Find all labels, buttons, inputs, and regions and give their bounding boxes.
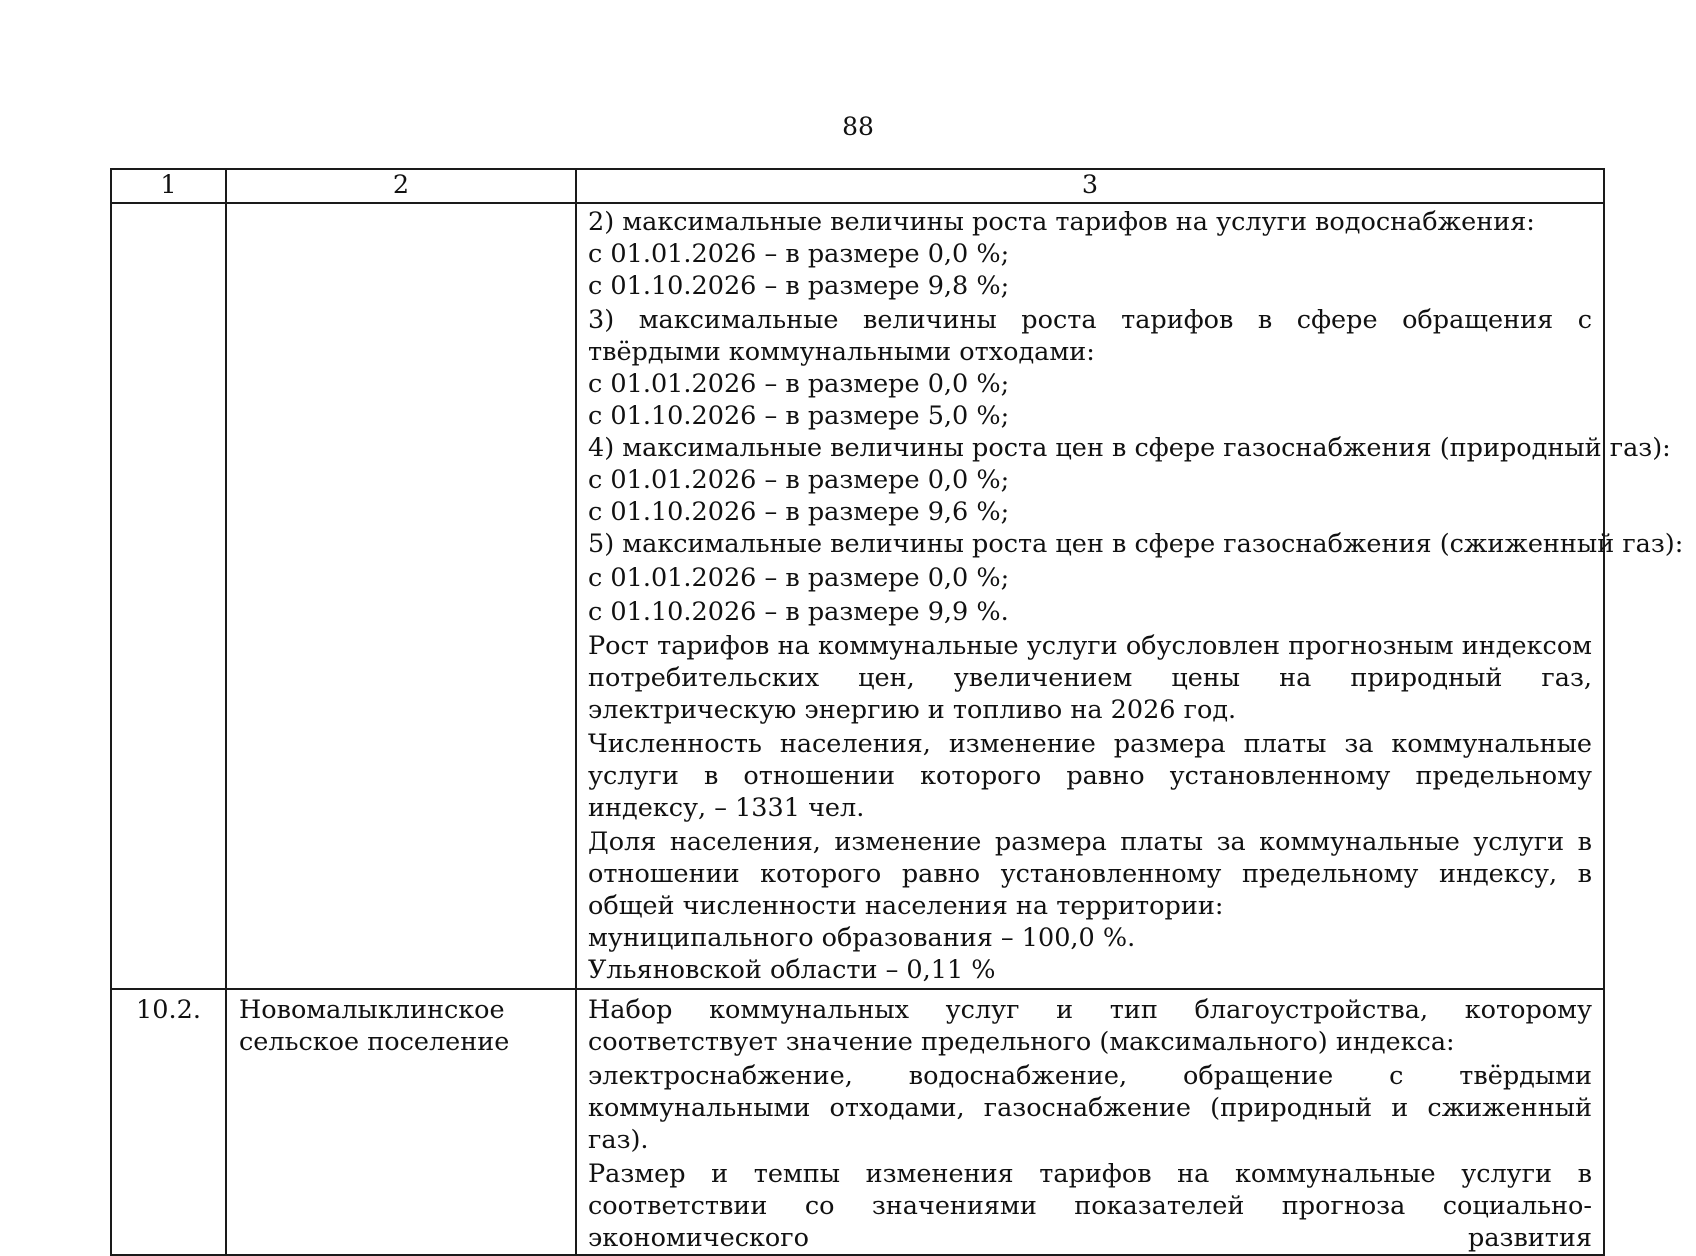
population-paragraph: Численность населения, изменение размера платы за коммунальные услуги в отношении которого равно установленному предельному индексу, – 1331 чел.: [588, 729, 1592, 823]
row-name-cell: [226, 203, 576, 989]
waste-heading: 3) максимальные величины роста тарифов в сфере обращения с твёрдыми коммунальными отходами:: [588, 305, 1592, 367]
services-set-paragraph: Набор коммунальных услуг и тип благоустройства, которому соответствует значение предельного (максимального) индекса:: [588, 995, 1592, 1057]
gas-natural-heading: 4) максимальные величины роста цен в сфере газоснабжения (природный газ):: [588, 433, 1671, 463]
share-region: Ульяновской области – 0,11 %: [588, 955, 996, 985]
water-oct: с 01.10.2026 – в размере 9,8 %;: [588, 271, 1010, 301]
header-col-2: 2: [226, 169, 576, 203]
header-col-1: 1: [111, 169, 226, 203]
table-header-row: [111, 169, 1604, 203]
row-number-cell: [111, 203, 226, 989]
water-jan: с 01.01.2026 – в размере 0,0 %;: [588, 239, 1010, 269]
gas-liquid-oct: с 01.10.2026 – в размере 9,9 %.: [588, 597, 1009, 627]
gas-liquid-heading: 5) максимальные величины роста цен в сфере газоснабжения (сжиженный газ):: [588, 529, 1684, 559]
header-col-3: 3: [576, 169, 1604, 203]
row-number-cell: 10.2.: [111, 989, 226, 1255]
gas-natural-jan: с 01.01.2026 – в размере 0,0 %;: [588, 465, 1010, 495]
share-municipal: муниципального образования – 100,0 %.: [588, 923, 1136, 953]
services-list-paragraph: электроснабжение, водоснабжение, обращение с твёрдыми коммунальными отходами, газоснабжение (природный и сжиженный газ).: [588, 1061, 1592, 1155]
growth-paragraph: Рост тарифов на коммунальные услуги обусловлен прогнозным индексом потребительских цен, увеличением цены на природный газ, электрическую энергию и топливо на 2026 год.: [588, 631, 1592, 725]
row-description-cell: [576, 989, 1604, 1255]
tariff-table: [110, 168, 1684, 1256]
row-description-cell: [576, 203, 1684, 989]
tariff-size-paragraph: Размер и темпы изменения тарифов на коммунальные услуги в соответствии со значениями показателей прогноза социально-экономического развития: [588, 1159, 1592, 1253]
gas-liquid-jan: с 01.01.2026 – в размере 0,0 %;: [588, 563, 1010, 593]
waste-oct: с 01.10.2026 – в размере 5,0 %;: [588, 401, 1010, 431]
share-paragraph: Доля населения, изменение размера платы за коммунальные услуги в отношении которого равно установленному предельному индексу, в общей численности населения на территории:: [588, 827, 1592, 921]
table-row-10-2: [111, 989, 1604, 1255]
page-number: 88: [842, 112, 874, 141]
gas-natural-oct: с 01.10.2026 – в размере 9,6 %;: [588, 497, 1010, 527]
waste-jan: с 01.01.2026 – в размере 0,0 %;: [588, 369, 1010, 399]
table-row-continuation: [111, 203, 1604, 989]
row-name-cell: Новомалыклинское сельское поселение: [226, 989, 576, 1255]
water-heading: 2) максимальные величины роста тарифов на услуги водоснабжения:: [588, 207, 1535, 237]
